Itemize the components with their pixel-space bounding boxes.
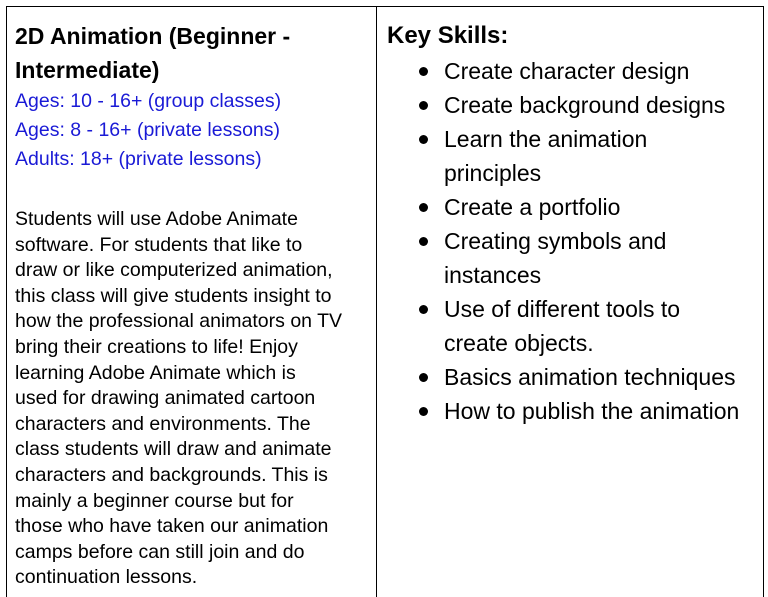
skill-text-line: create objects. — [444, 330, 594, 356]
course-title-line: 2D Animation (Beginner - — [15, 23, 291, 49]
bullet-icon — [419, 237, 428, 246]
skill-text-line: principles — [444, 160, 542, 186]
description-line: draw or like computerized animation, — [15, 259, 333, 282]
course-description — [15, 207, 370, 591]
bullet-icon — [419, 407, 428, 416]
course-table — [6, 6, 764, 597]
bullet-icon — [419, 101, 428, 110]
age-group: Ages: 10 - 16+ (group classes) — [15, 90, 282, 112]
skill-text-line: instances — [444, 262, 542, 288]
description-line: characters and backgrounds. This is — [15, 463, 328, 486]
skill-text-line: Create background designs — [444, 92, 726, 118]
description-line: those who have taken our animation — [15, 515, 329, 538]
description-line: learning Adobe Animate which is — [15, 361, 296, 384]
description-line: camps before can still join and do — [15, 540, 305, 563]
age-groups — [15, 87, 370, 174]
skill-text-line: Use of different tools to — [444, 296, 681, 322]
skill-text-line: Create a portfolio — [444, 194, 621, 220]
key-skills-cell — [377, 7, 763, 597]
bullet-icon — [419, 305, 428, 314]
description-line: continuation lessons. — [15, 566, 198, 589]
description-line: mainly a beginner course but for — [15, 489, 294, 512]
description-line: how the professional animators on TV — [15, 310, 342, 333]
course-info-cell — [7, 7, 377, 597]
skill-item — [387, 122, 763, 190]
description-line: bring their creations to life! Enjoy — [15, 335, 298, 358]
key-skills-title: Key Skills: — [387, 22, 509, 49]
description-line: characters and environments. The — [15, 412, 311, 435]
skill-text-line: Create character design — [444, 58, 690, 84]
skill-item — [387, 88, 763, 122]
description-line: used for drawing animated cartoon — [15, 387, 316, 410]
description-line: software. For students that like to — [15, 233, 303, 256]
key-skills-list — [387, 54, 763, 428]
bullet-icon — [419, 135, 428, 144]
bullet-icon — [419, 67, 428, 76]
description-line: class students will draw and animate — [15, 438, 332, 461]
skill-text-line: Learn the animation — [444, 126, 648, 152]
description-line: this class will give students insight to — [15, 284, 332, 307]
age-group: Ages: 8 - 16+ (private lessons) — [15, 119, 281, 141]
skill-text-line: How to publish the animation — [444, 398, 740, 424]
skill-item — [387, 394, 763, 428]
skill-item — [387, 292, 763, 360]
skill-item — [387, 190, 763, 224]
description-line: Students will use Adobe Animate — [15, 208, 298, 230]
bullet-icon — [419, 203, 428, 212]
course-title — [15, 19, 370, 87]
skill-item — [387, 360, 763, 394]
bullet-icon — [419, 373, 428, 382]
skill-item — [387, 224, 763, 292]
course-title-line: Intermediate) — [15, 57, 160, 83]
skill-text-line: Basics animation techniques — [444, 364, 736, 390]
skill-item — [387, 54, 763, 88]
age-group: Adults: 18+ (private lessons) — [15, 148, 262, 170]
skill-text-line: Creating symbols and — [444, 228, 667, 254]
